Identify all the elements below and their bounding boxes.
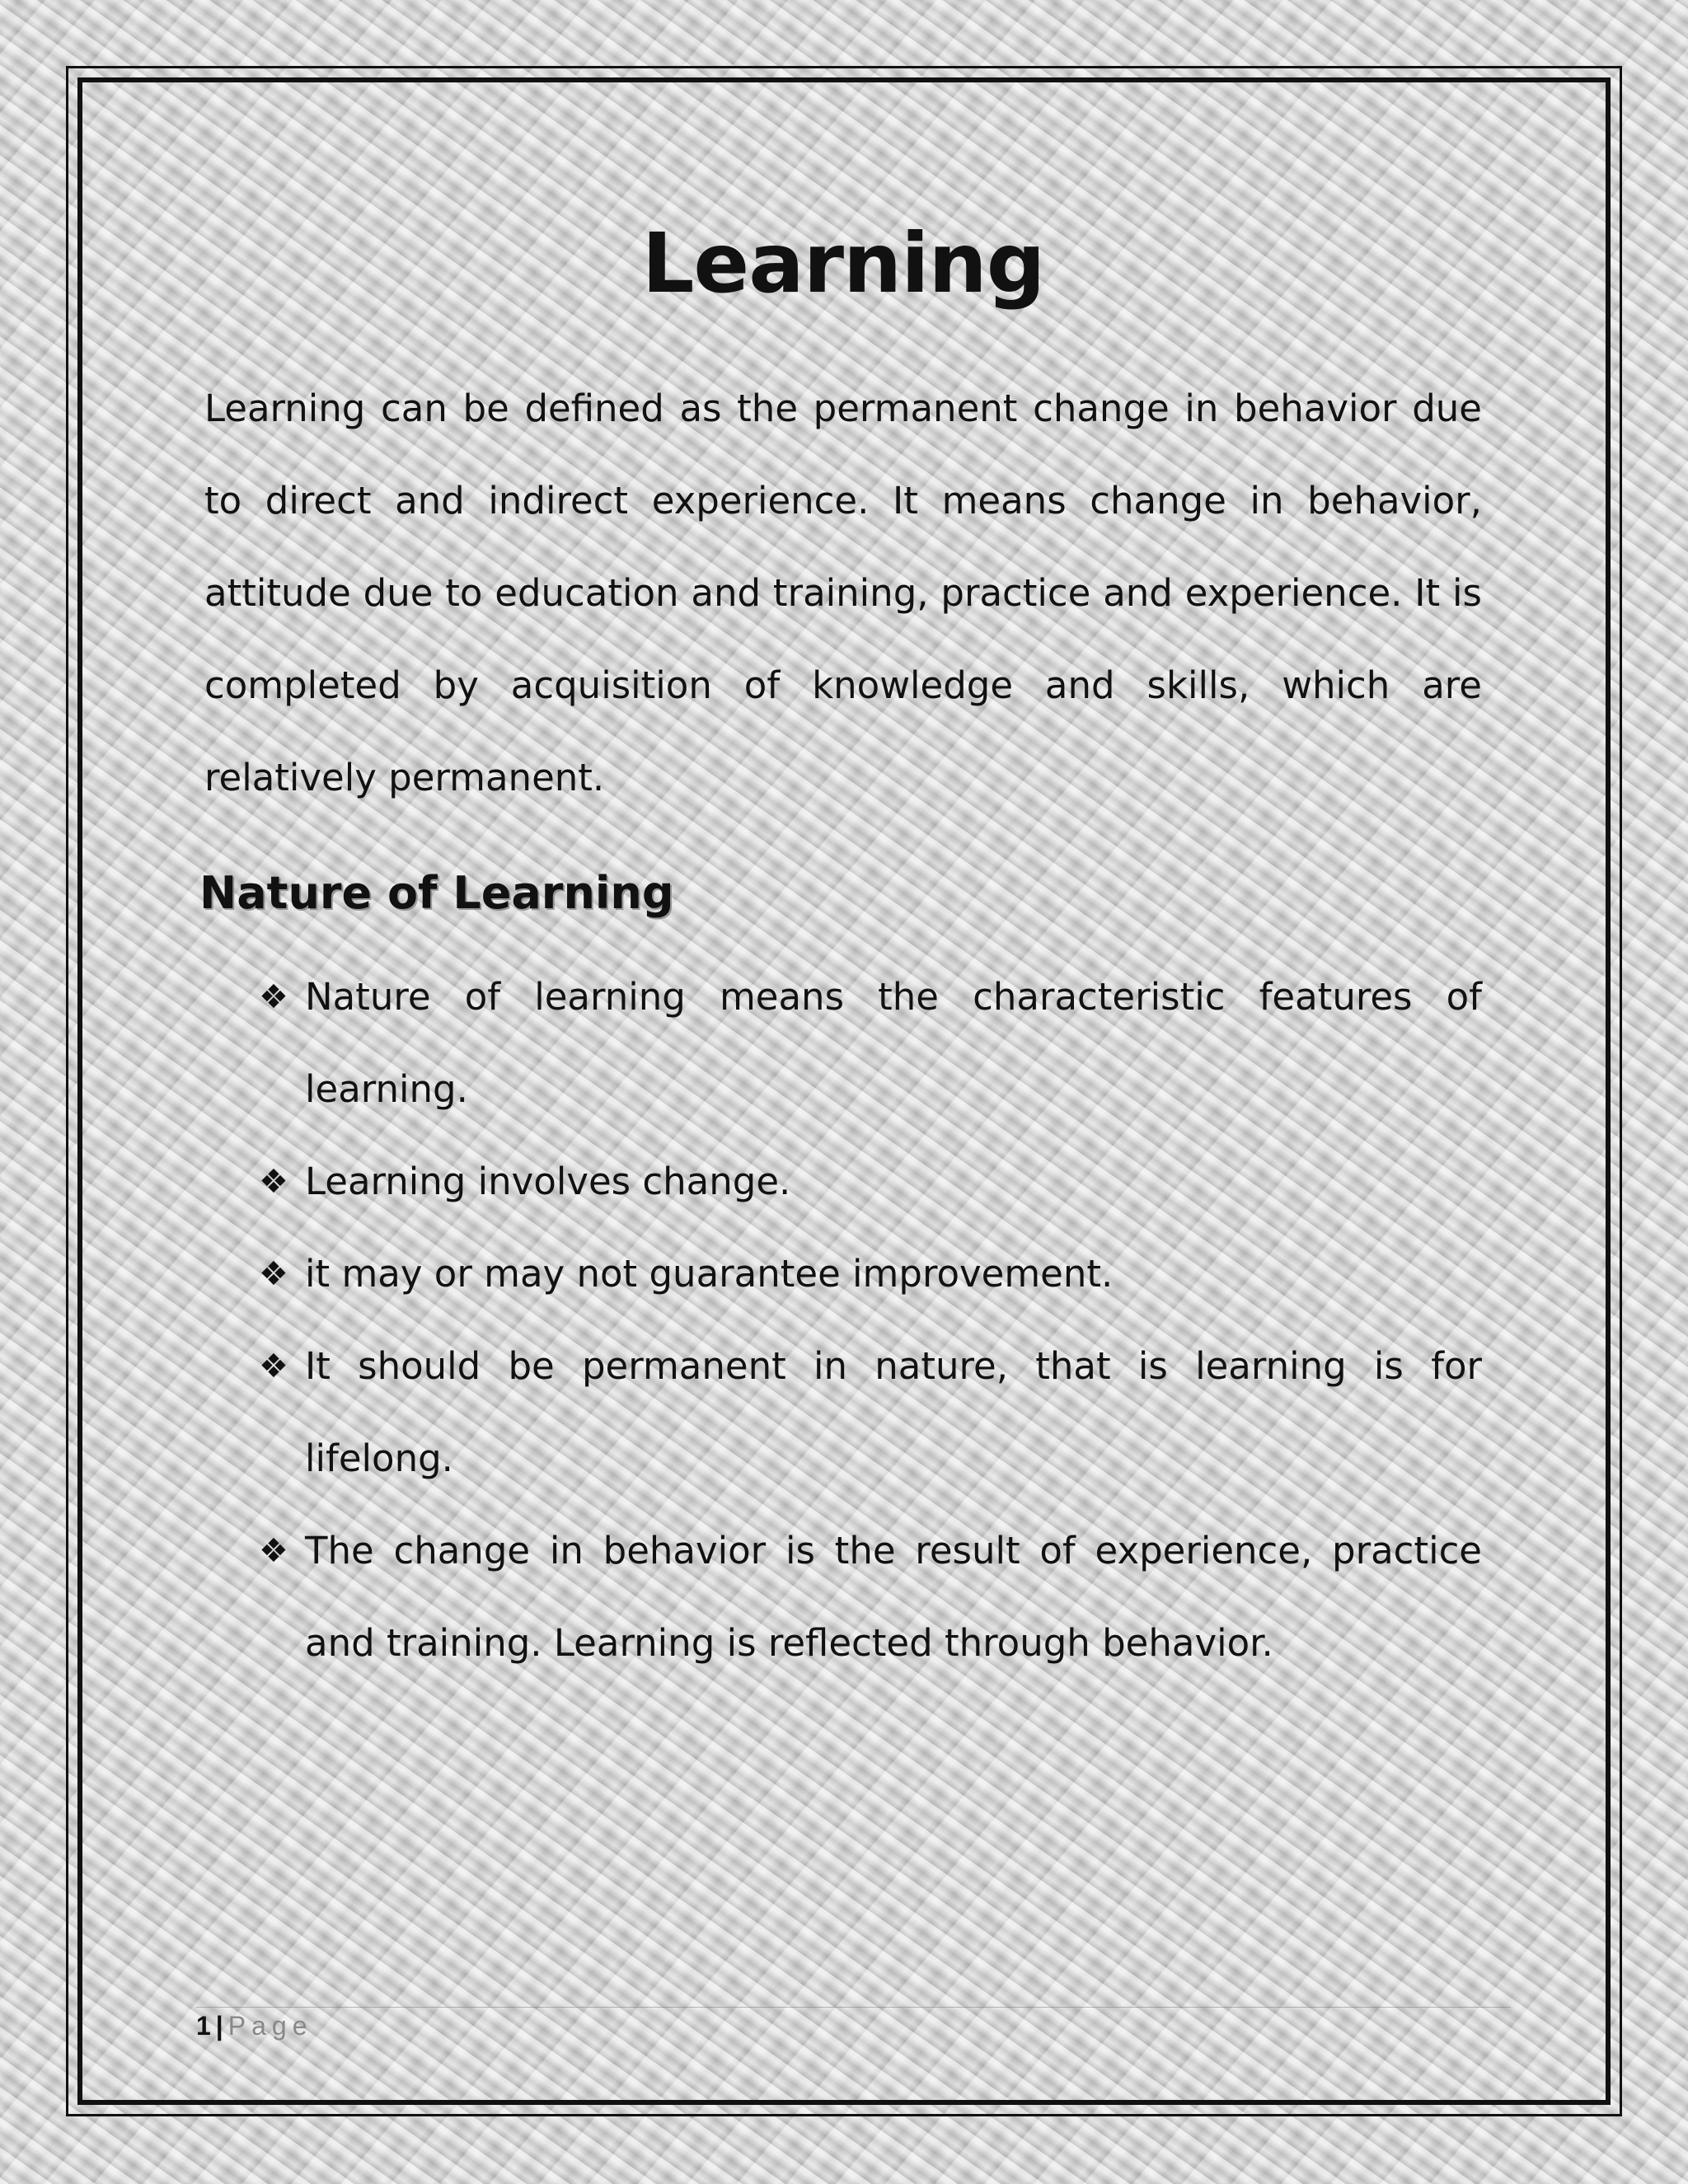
diamond-bullet-icon: ❖ — [259, 978, 288, 1016]
list-item-text: it may or may not guarantee improvement. — [305, 1252, 1114, 1296]
list-item — [204, 1320, 1482, 1505]
section-heading: Nature of Learning — [199, 867, 674, 919]
diamond-bullet-icon: ❖ — [259, 1532, 288, 1570]
list-item-text: Learning involves change. — [305, 1160, 791, 1203]
footer-divider — [196, 2007, 1511, 2008]
list-item — [204, 1136, 1482, 1228]
page-number: 1 — [196, 2011, 211, 2041]
list-item — [204, 951, 1482, 1136]
list-item-text: The change in behavior is the result of experience, practice and training. Learning is reflected through behavior. — [305, 1529, 1482, 1665]
bullet-list — [204, 951, 1482, 1690]
diamond-bullet-icon: ❖ — [259, 1163, 288, 1201]
list-item — [204, 1505, 1482, 1690]
diamond-bullet-icon: ❖ — [259, 1255, 288, 1293]
document-title: Learning — [641, 215, 1045, 312]
diamond-bullet-icon: ❖ — [259, 1347, 288, 1385]
footer-separator: | — [215, 2011, 223, 2041]
page-label: Page — [227, 2011, 313, 2041]
page-footer — [196, 2011, 312, 2041]
intro-paragraph: Learning can be defined as the permanent change in behavior due to direct and indirect experience. It means change in behavior, attitude due to education and training, practice and experience. It is completed by acquisition of knowledge and skills, which are relatively permanent. — [204, 387, 1482, 799]
list-item-text: Nature of learning means the characteristic features of learning. — [305, 975, 1482, 1111]
list-item-text: It should be permanent in nature, that is learning is for lifelong. — [305, 1344, 1482, 1480]
list-item — [204, 1228, 1482, 1320]
document-body — [199, 214, 1482, 1690]
